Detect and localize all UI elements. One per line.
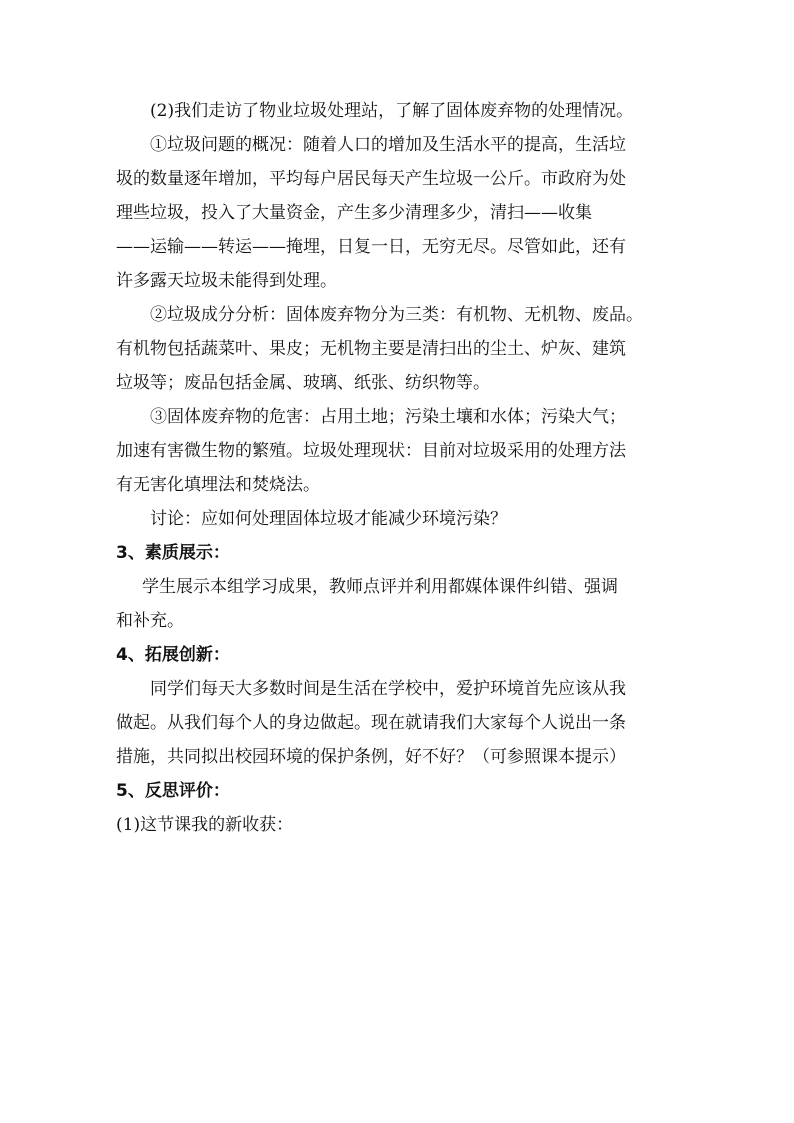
heading-reflection: 5、反思评价： xyxy=(116,781,230,801)
paragraph-visit xyxy=(116,94,678,128)
text-line: 圾的数量逐年增加，平均每户居民每天产生垃圾一公斤。市政府为处 xyxy=(116,169,626,189)
paragraph-composition xyxy=(116,298,678,400)
text-line: ②垃圾成分分析：固体废弃物分为三类：有机物、无机物、废品。 xyxy=(150,305,643,325)
document-body xyxy=(116,94,678,842)
text-line: 垃圾等；废品包括金属、玻璃、纸张、纺织物等。 xyxy=(116,373,490,393)
paragraph-reflection xyxy=(116,808,678,842)
text-line: ③固体废弃物的危害：占用土地；污染土壤和水体；污染大气； xyxy=(150,407,626,427)
text-line: (1)这节课我的新收获： xyxy=(116,815,294,835)
text-line: (2)我们走访了物业垃圾处理站，了解了固体废弃物的处理情况。 xyxy=(150,101,634,121)
text-line: 措施，共同拟出校园环境的保护条例，好不好？（可参照课本提示） xyxy=(116,747,626,767)
text-line: 加速有害微生物的繁殖。垃圾处理现状：目前对垃圾采用的处理方法 xyxy=(116,441,626,461)
paragraph-discussion xyxy=(116,502,678,536)
text-line: 有无害化填埋法和焚烧法。 xyxy=(116,475,320,495)
text-line: 理些垃圾，投入了大量资金，产生多少清理多少，清扫——收集 xyxy=(116,203,592,223)
text-line: 同学们每天大多数时间是生活在学校中，爱护环境首先应该从我 xyxy=(150,679,626,699)
text-line: ①垃圾问题的概况：随着人口的增加及生活水平的提高，生活垃 xyxy=(150,135,626,155)
text-line: 讨论：应如何处理固体垃圾才能减少环境污染？ xyxy=(150,509,507,529)
paragraph-extension xyxy=(116,672,678,774)
text-line: 和补充。 xyxy=(116,611,184,631)
text-line: 做起。从我们每个人的身边做起。现在就请我们大家每个人说出一条 xyxy=(116,713,626,733)
paragraph-display xyxy=(116,570,678,638)
text-line: ——运输——转运——掩埋，日复一日，无穷无尽。尽管如此，还有 xyxy=(116,237,626,257)
paragraph-overview xyxy=(116,128,678,298)
heading-quality-display: 3、素质展示： xyxy=(116,543,230,563)
text-line: 有机物包括蔬菜叶、果皮；无机物主要是清扫出的尘土、炉灰、建筑 xyxy=(116,339,626,359)
paragraph-hazards xyxy=(116,400,678,502)
text-line: 许多露天垃圾未能得到处理。 xyxy=(116,271,337,291)
heading-extension: 4、拓展创新： xyxy=(116,645,230,665)
text-line: 学生展示本组学习成果，教师点评并利用都媒体课件纠错、强调 xyxy=(142,577,618,597)
